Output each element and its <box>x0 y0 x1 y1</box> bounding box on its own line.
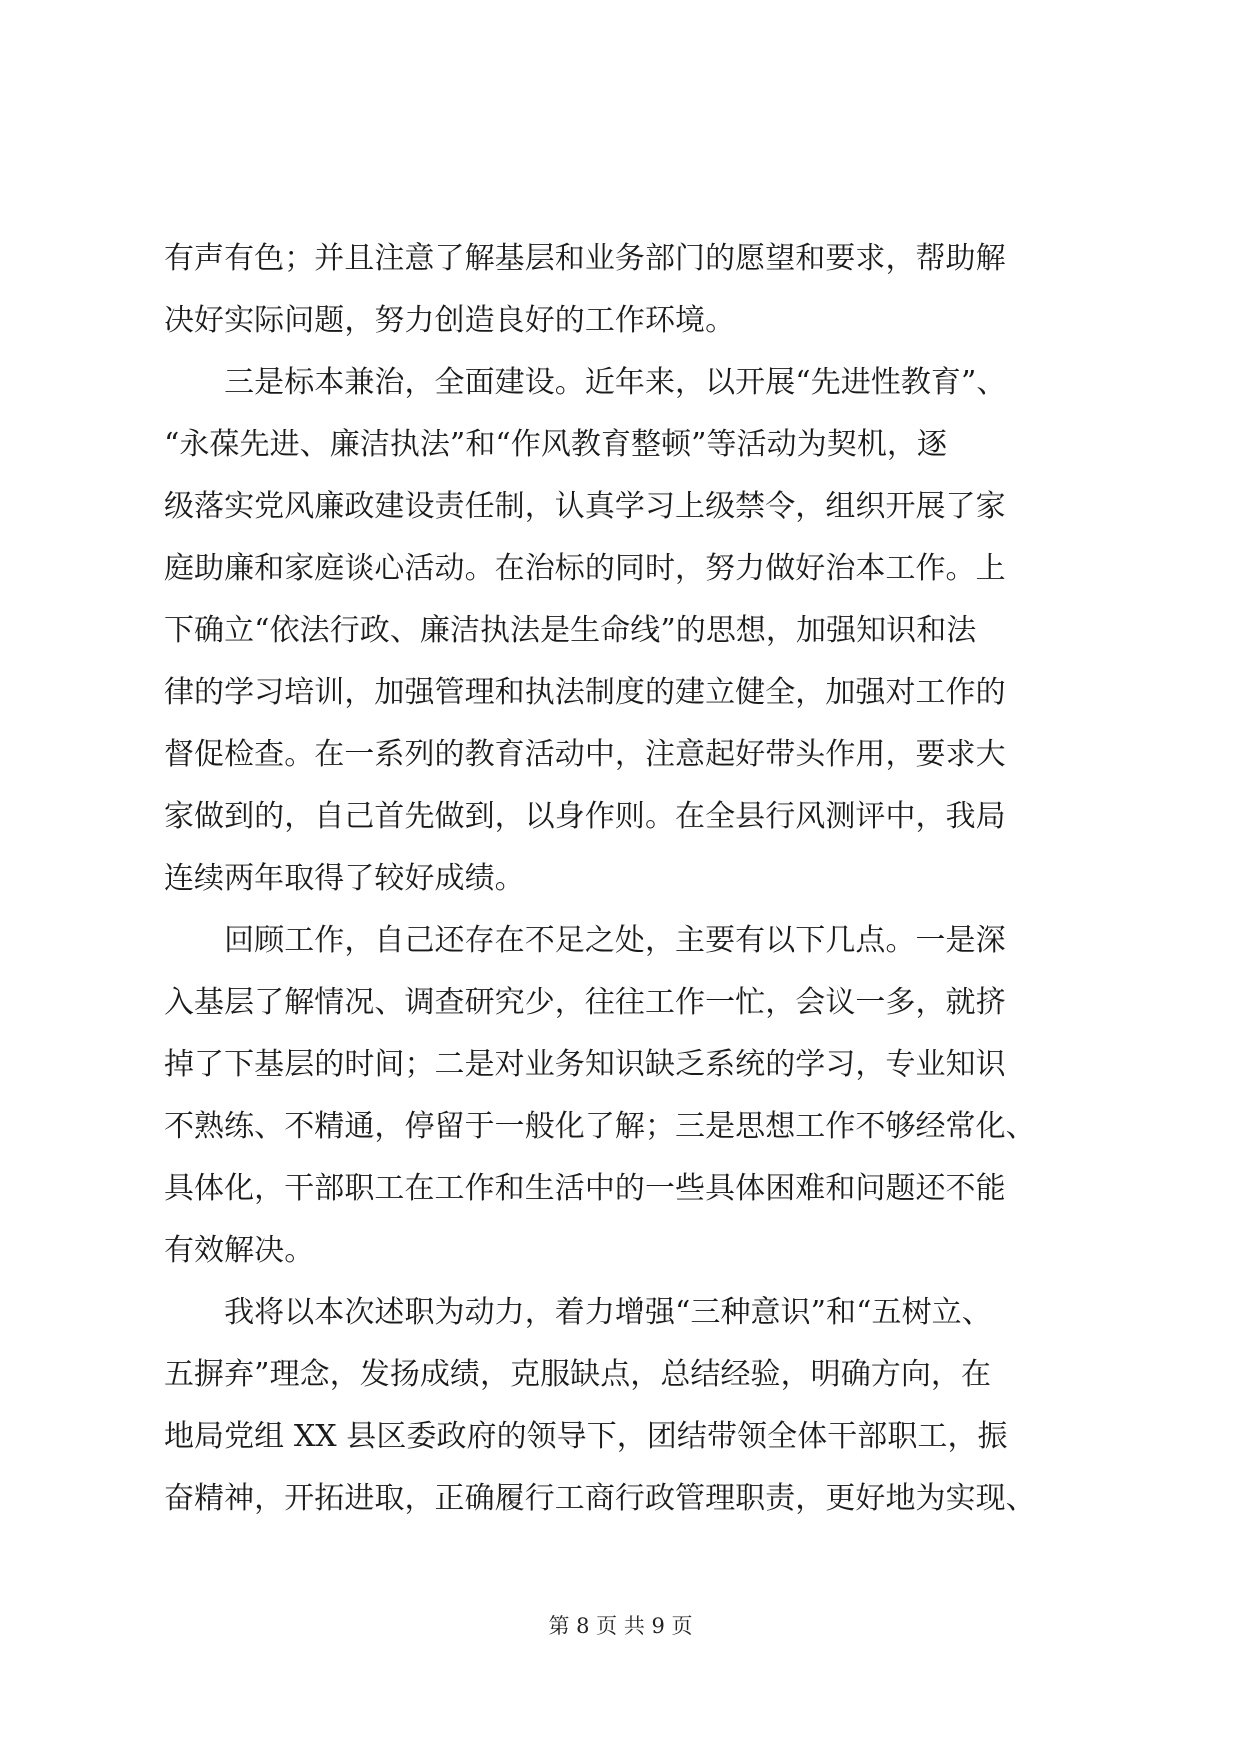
text-line: 决好实际问题，努力创造良好的工作环境。 <box>164 303 736 338</box>
text-line: 下确立“依法行政、廉洁执法是生命线”的思想，加强知识和法 <box>164 613 977 648</box>
text-line: “永葆先进、廉洁执法”和“作风教育整顿”等活动为契机，逐 <box>164 427 948 462</box>
text-line: 庭助廉和家庭谈心活动。在治标的同时，努力做好治本工作。上 <box>164 551 1006 586</box>
text-line: 有声有色；并且注意了解基层和业务部门的愿望和要求，帮助解 <box>164 241 1006 276</box>
text-line: 五摒弃”理念，发扬成绩，克服缺点，总结经验，明确方向，在 <box>164 1357 992 1392</box>
text-line: 我将以本次述职为动力，着力增强“三种意识”和“五树立、 <box>164 1295 992 1330</box>
text-line: 督促检查。在一系列的教育活动中，注意起好带头作用，要求大 <box>164 737 1006 772</box>
text-line: 连续两年取得了较好成绩。 <box>164 861 525 896</box>
page-footer: 第 8 页 共 9 页 <box>548 1614 693 1638</box>
text-line: 三是标本兼治，全面建设。近年来，以开展“先进性教育”、 <box>164 365 1007 400</box>
text-line: 家做到的，自己首先做到，以身作则。在全县行风测评中，我局 <box>164 799 1006 834</box>
text-line: 奋精神，开拓进取，正确履行工商行政管理职责，更好地为实现、 <box>164 1481 1036 1516</box>
text-line: 不熟练、不精通，停留于一般化了解；三是思想工作不够经常化、 <box>164 1109 1036 1144</box>
text-line: 地局党组 XX 县区委政府的领导下，团结带领全体干部职工，振 <box>164 1419 1008 1454</box>
text-line: 级落实党风廉政建设责任制，认真学习上级禁令，组织开展了家 <box>164 489 1006 524</box>
text-line: 律的学习培训，加强管理和执法制度的建立健全，加强对工作的 <box>164 675 1006 710</box>
text-line: 有效解决。 <box>164 1233 315 1268</box>
text-line: 具体化，干部职工在工作和生活中的一些具体困难和问题还不能 <box>164 1171 1006 1206</box>
text-line: 入基层了解情况、调查研究少，往往工作一忙，会议一多，就挤 <box>164 985 1006 1020</box>
body-text <box>164 228 1084 1530</box>
text-line: 回顾工作，自己还存在不足之处，主要有以下几点。一是深 <box>164 923 1006 958</box>
text-line: 掉了下基层的时间；二是对业务知识缺乏系统的学习，专业知识 <box>164 1047 1006 1082</box>
